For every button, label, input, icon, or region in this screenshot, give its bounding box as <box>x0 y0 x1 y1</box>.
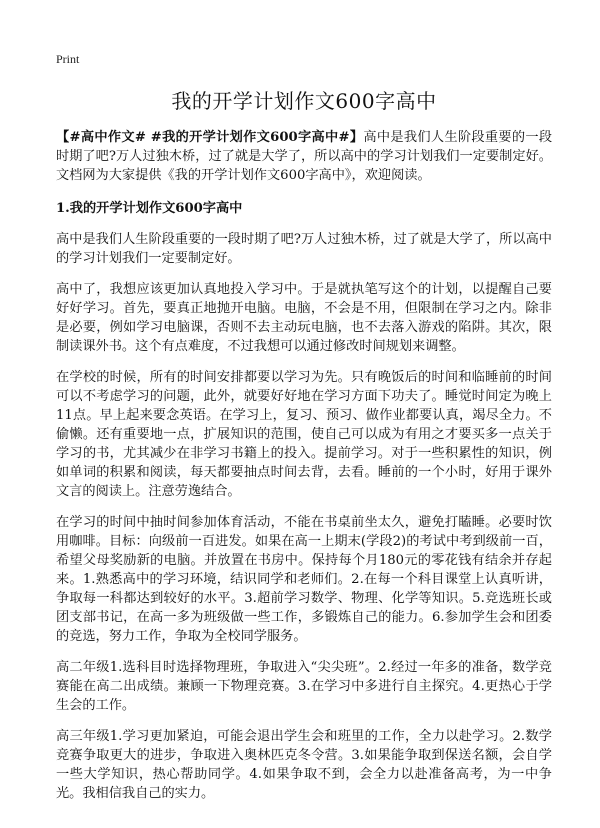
intro-paragraph <box>56 128 552 185</box>
print-link[interactable]: Print <box>56 52 80 66</box>
body-paragraph-4: 在学习的时间中抽时间参加体育活动，不能在书桌前坐太久，避免打瞌睡。必要时饮用咖啡。目标：向级前一百进发。如果在高一上期末(学段2)的考试中考到级前一百，希望父母奖励新的电脑。并放置在书房中。保持每个月180元的零花钱有结余并存起来。1.熟悉高中的学习环境，结识同学和老师们。2.在每一个科目课堂上认真听讲，争取每一科都达到较好的水平。3.超前学习数学、物理、化学等知识。5.竞选班长或团支部书记，在高一多为班级做一些工作，多锻炼自己的能力。6.参加学生会和团委的竞选，努力工作，争取为全校同学服务。 <box>56 515 552 644</box>
body-paragraph-1: 高中是我们人生阶段重要的一段时期了吧?万人过独木桥，过了就是大学了，所以高中的学习计划我们一定要制定好。 <box>56 232 552 266</box>
body-paragraph-6: 高三年级1.学习更加紧迫，可能会退出学生会和班里的工作，全力以赴学习。2.数学竞赛争取更大的进步，争取进入奥林匹克冬令营。3.如果能争取到保送名额，会自学一些大学知识，热心帮助同学。4.如果争取不到，会全力以赴准备高考，为一中争光。我相信我自己的实力。 <box>56 729 552 801</box>
intro-tags: 【#高中作文# #我的开学计划作文600字高中#】 <box>56 130 364 145</box>
body-paragraph-5: 高二年级1.选科目时选择物理班，争取进入“尖尖班”。2.经过一年多的准备，数学竞赛能在高二出成绩。兼顾一下物理竞赛。3.在学习中多进行自主探究。4.更热心于学生会的工作。 <box>56 660 552 713</box>
body-paragraph-3: 在学校的时候，所有的时间安排都要以学习为先。只有晚饭后的时间和临睡前的时间可以不考虑学习的问题，此外，就要好好地在学习方面下功夫了。睡觉时间定为晚上11点。早上起来要念英语。在学习上，复习、预习、做作业都要认真，竭尽全力。不偷懒。还有重要地一点，扩展知识的范围，使自己可以成为有用之才要买多一点关于学习的书，尤其减少在非学习书籍上的投入。提前学习。对于一些积累性的知识，例如单词的积累和阅读，每天都要抽点时间去背，去看。睡前的一个小时，好用于课外文言的阅读上。注意劳逸结合。 <box>56 370 552 499</box>
intro-text: 高中是我们人生阶段重要的一段时期了吧?万人过独木桥，过了就是大学了，所以高中的学习计划我们一定要制定好。文档网为大家提供《我的开学计划作文600字高中》，欢迎阅读。 <box>56 130 553 183</box>
page-title: 我的开学计划作文600字高中 <box>171 89 437 113</box>
section-heading: 1.我的开学计划作文600字高中 <box>56 201 243 216</box>
body-paragraph-2: 高中了，我想应该更加认真地投入学习中。于是就执笔写这个的计划，以提醒自己要好好学习。首先，要真正地抛开电脑。电脑，不会是不用，但限制在学习之内。除非是必要，例如学习电脑课，否则不去主动玩电脑，也不去落入游戏的陷阱。其次，限制读课外书。这个有点难度，不过我想可以通过修改时间规划来调整。 <box>56 282 552 354</box>
